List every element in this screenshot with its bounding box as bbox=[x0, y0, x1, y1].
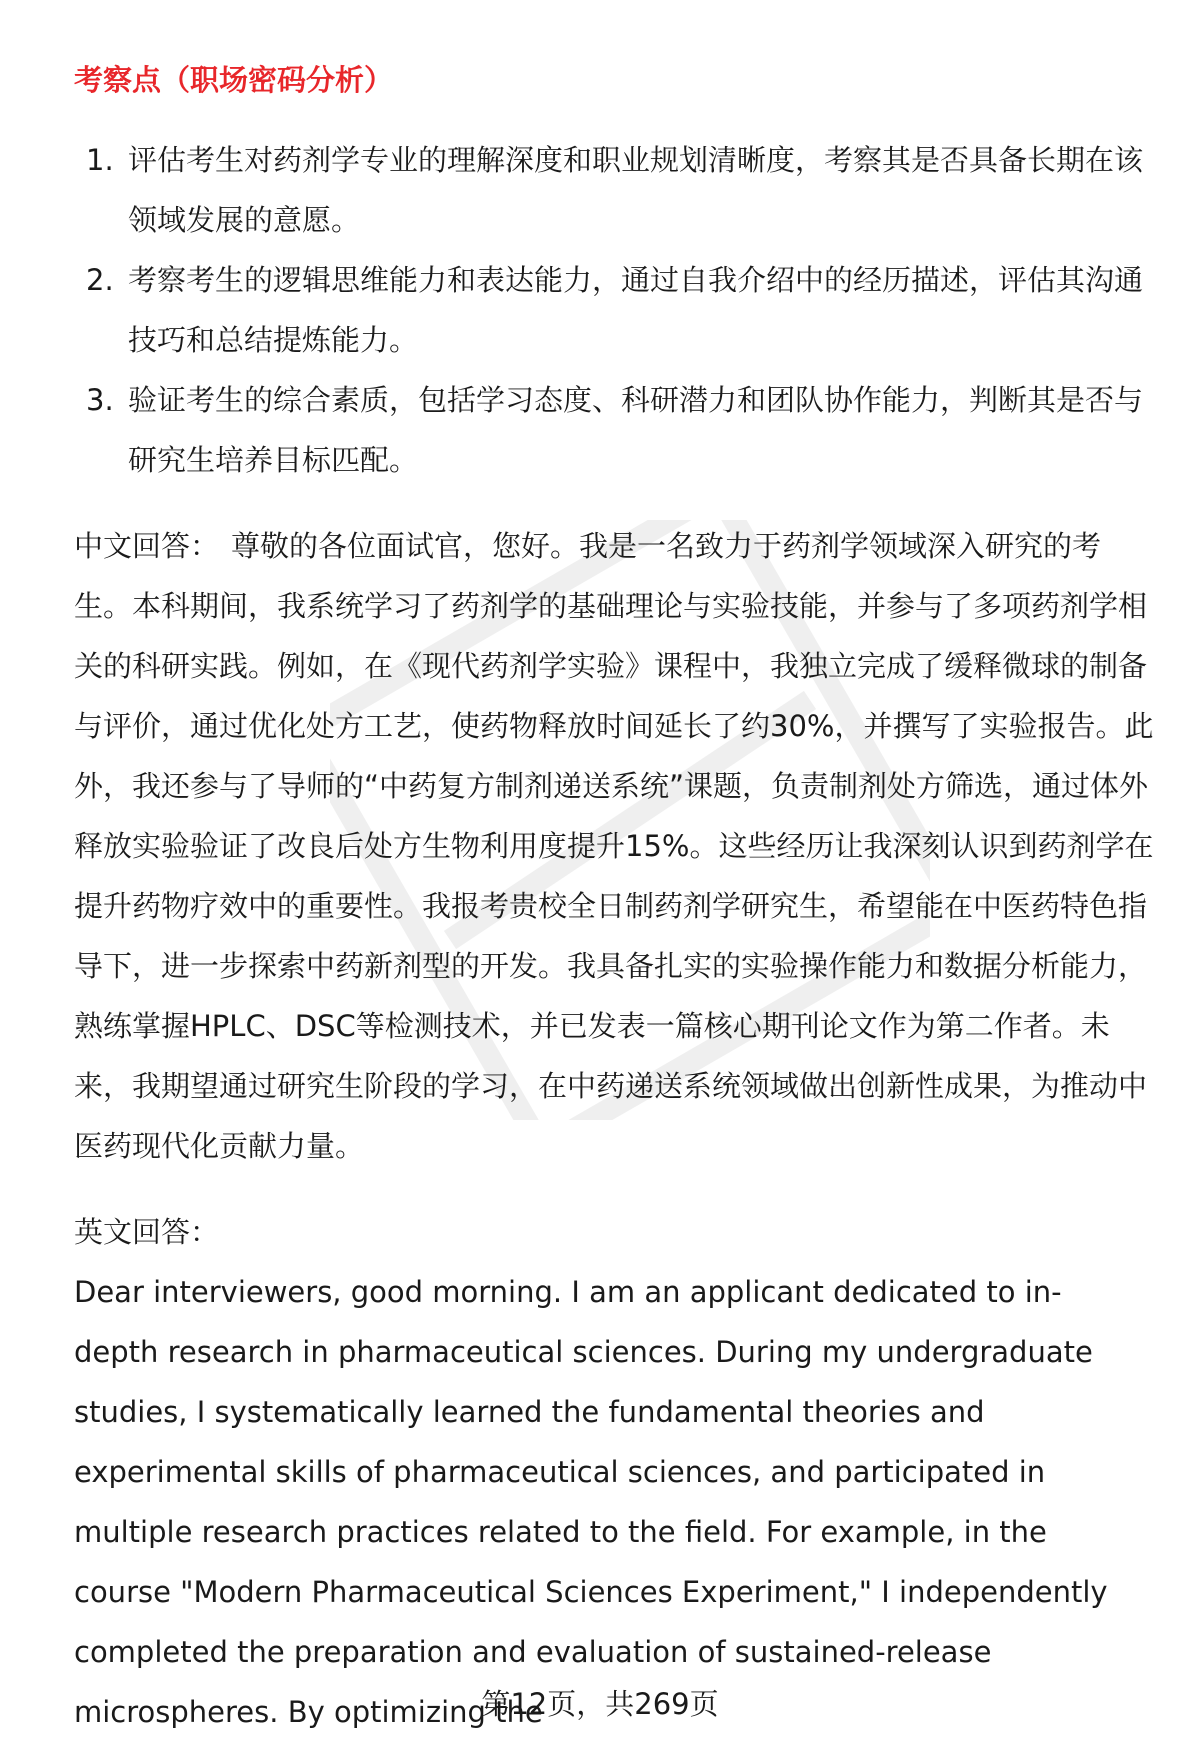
chinese-answer bbox=[74, 516, 1154, 1176]
list-item bbox=[74, 130, 1154, 250]
english-answer-text: Dear interviewers, good morning. I am an applicant dedicated to in-depth research in pharmaceutical sciences. During my undergraduate studies, I systematically learned the fundamental theories and experimental skills of pharmaceutical sciences, and participated in multiple research practices related to the field. For example, in the course "Modern Pharmaceutical Sciences Experiment," I independently completed the preparation and evaluation of sustained-release microspheres. By optimizing the bbox=[74, 1275, 1108, 1729]
list-item-text: 考察考生的逻辑思维能力和表达能力，通过自我介绍中的经历描述，评估其沟通技巧和总结提炼能力。 bbox=[128, 263, 1144, 357]
section-title: 考察点（职场密码分析） bbox=[74, 63, 394, 97]
assessment-point-list bbox=[74, 130, 1154, 490]
chinese-answer-label: 中文回答： bbox=[74, 529, 220, 563]
list-item-text: 评估考生对药剂学专业的理解深度和职业规划清晰度，考察其是否具备长期在该领域发展的意愿。 bbox=[128, 143, 1144, 237]
list-item bbox=[74, 370, 1154, 490]
page-number-footer: 第12页，共269页 bbox=[481, 1687, 719, 1721]
page-content bbox=[74, 56, 1154, 1742]
list-item-number: 3. bbox=[86, 383, 114, 417]
list-item-text: 验证考生的综合素质，包括学习态度、科研潜力和团队协作能力，判断其是否与研究生培养目标匹配。 bbox=[128, 383, 1144, 477]
list-item bbox=[74, 250, 1154, 370]
chinese-answer-text: 尊敬的各位面试官，您好。我是一名致力于药剂学领域深入研究的考生。本科期间，我系统学习了药剂学的基础理论与实验技能，并参与了多项药剂学相关的科研实践。例如，在《现代药剂学实验》课程中，我独立完成了缓释微球的制备与评价，通过优化处方工艺，使药物释放时间延长了约30%，并撰写了实验报告。此外，我还参与了导师的“中药复方制剂递送系统”课题，负责制剂处方筛选，通过体外释放实验验证了改良后处方生物利用度提升15%。这些经历让我深刻认识到药剂学在提升药物疗效中的重要性。我报考贵校全日制药剂学研究生，希望能在中医药特色指导下，进一步探索中药新剂型的开发。我具备扎实的实验操作能力和数据分析能力，熟练掌握HPLC、DSC等检测技术，并已发表一篇核心期刊论文作为第二作者。未来，我期望通过研究生阶段的学习，在中药递送系统领域做出创新性成果，为推动中医药现代化贡献力量。 bbox=[74, 529, 1154, 1163]
english-answer-label: 英文回答： bbox=[74, 1215, 220, 1249]
list-item-number: 1. bbox=[86, 143, 114, 177]
list-item-number: 2. bbox=[86, 263, 114, 297]
